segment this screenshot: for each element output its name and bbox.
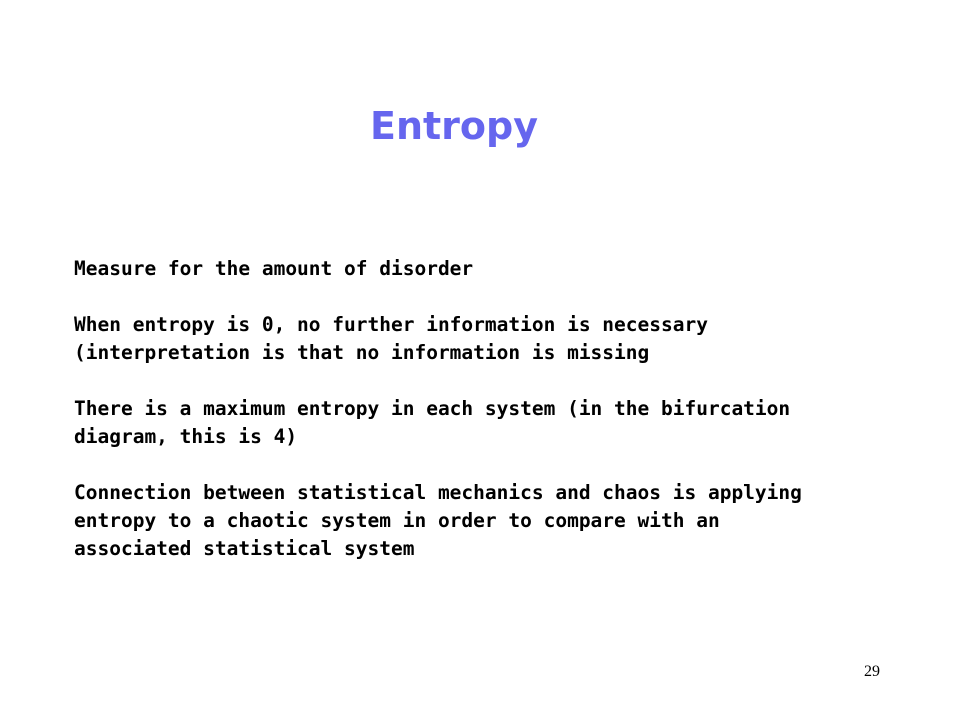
page-number: 29 <box>864 663 880 680</box>
slide-body <box>74 255 924 563</box>
body-paragraph: Connection between statistical mechanics and chaos is applying entropy to a chaotic system in order to compare with an associated statistical system <box>74 481 802 560</box>
body-paragraph: When entropy is 0, no further information is necessary (interpretation is that no information is missing <box>74 313 708 364</box>
slide-title: Entropy <box>370 104 538 148</box>
body-paragraph: Measure for the amount of disorder <box>74 257 474 280</box>
body-paragraph: There is a maximum entropy in each system (in the bifurcation diagram, this is 4) <box>74 397 791 448</box>
